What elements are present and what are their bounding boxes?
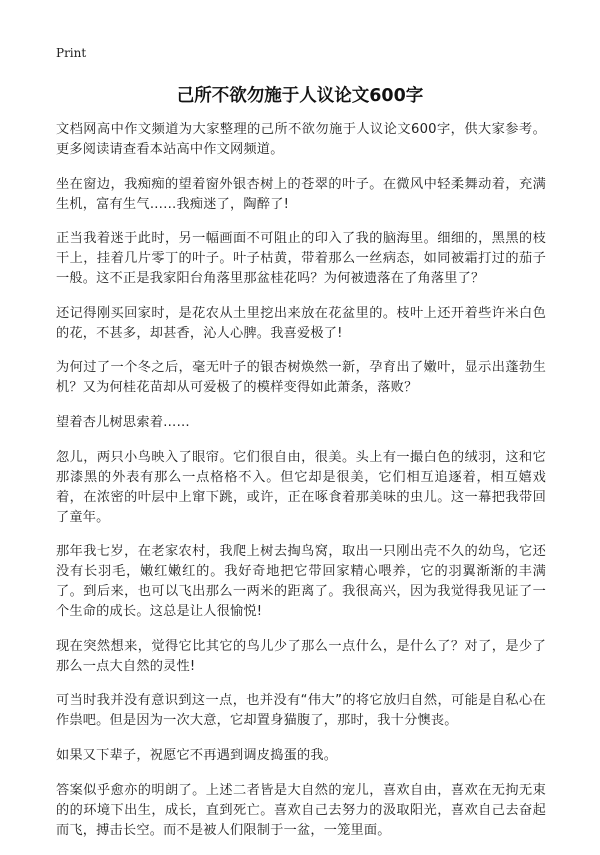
paragraph-intro: 文档网高中作文频道为大家整理的己所不欲勿施于人议论文600字，供大家参考。更多阅读请查看本站高中作文网频道。 <box>56 122 546 157</box>
paragraph: 忽儿，两只小鸟映入了眼帘。它们很自由，很美。头上有一撮白色的绒羽，这和它那漆黑的外表有那么一点格格不入。但它却是很美，它们相互追逐着，相互嬉戏着，在浓密的叶层中上窜下跳，或许，正在啄食着那美味的虫儿。这一幕把我带回了童年。 <box>56 449 546 525</box>
paragraph: 那年我七岁，在老家农村，我爬上树去掏鸟窝，取出一只刚出壳不久的幼鸟，它还没有长羽毛，嫩红嫩红的。我好奇地把它带回家精心喂养，它的羽翼渐渐的丰满了。到后来，也可以飞出那么一两米的距离了。我很高兴，因为我觉得我见证了一个生命的成长。这总是让人很愉悦! <box>56 544 546 620</box>
paragraph: 望着杏儿树思索着…… <box>56 414 190 430</box>
paragraph: 现在突然想来，觉得它比其它的鸟儿少了那么一点什么，是什么了？对了，是少了那么一点大自然的灵性! <box>56 638 546 674</box>
paragraph: 答案似乎愈亦的明朗了。上述二者皆是大自然的宠儿，喜欢自由，喜欢在无拘无束的的环境下出生，成长，直到死亡。喜欢自己去努力的汲取阳光，喜欢自己去奋起而飞，搏击长空。而不是被人们限制于一盆，一笼里面。 <box>56 782 546 838</box>
paragraph: 为何过了一个冬之后，毫无叶子的银杏树焕然一新，孕育出了嫩叶，显示出蓬勃生机？又为何桂花苗却从可爱极了的模样变得如此萧条，落败？ <box>56 360 546 396</box>
article-body <box>56 120 546 855</box>
print-link[interactable]: Print <box>56 46 87 60</box>
paragraph: 可当时我并没有意识到这一点，也并没有“伟大”的将它放归自然，可能是自私心在作祟吧。但是因为一次大意，它却置身猫腹了，那时，我十分懊丧。 <box>56 693 546 729</box>
paragraph: 坐在窗边，我痴痴的望着窗外银杏树上的苍翠的叶子。在微风中轻柔舞动着，充满生机，富有生气……我痴迷了，陶醉了! <box>56 176 546 212</box>
page-title: 己所不欲勿施于人议论文600字 <box>176 86 424 106</box>
paragraph: 还记得刚买回家时，是花农从土里挖出来放在花盆里的。枝叶上还开着些许米白色的花，不甚多，却甚香，沁人心脾。我喜爱极了! <box>56 305 546 341</box>
paragraph: 正当我着迷于此时，另一幅画面不可阻止的印入了我的脑海里。细细的，黑黑的枝干上，挂着几片零丁的叶子。叶子枯黄，带着那么一丝病态，如同被霜打过的茄子一般。这不正是我家阳台角落里那盆桂花吗？为何被遗落在了角落里了？ <box>56 231 546 287</box>
paragraph: 如果又下辈子，祝愿它不再遇到调皮捣蛋的我。 <box>56 747 338 763</box>
